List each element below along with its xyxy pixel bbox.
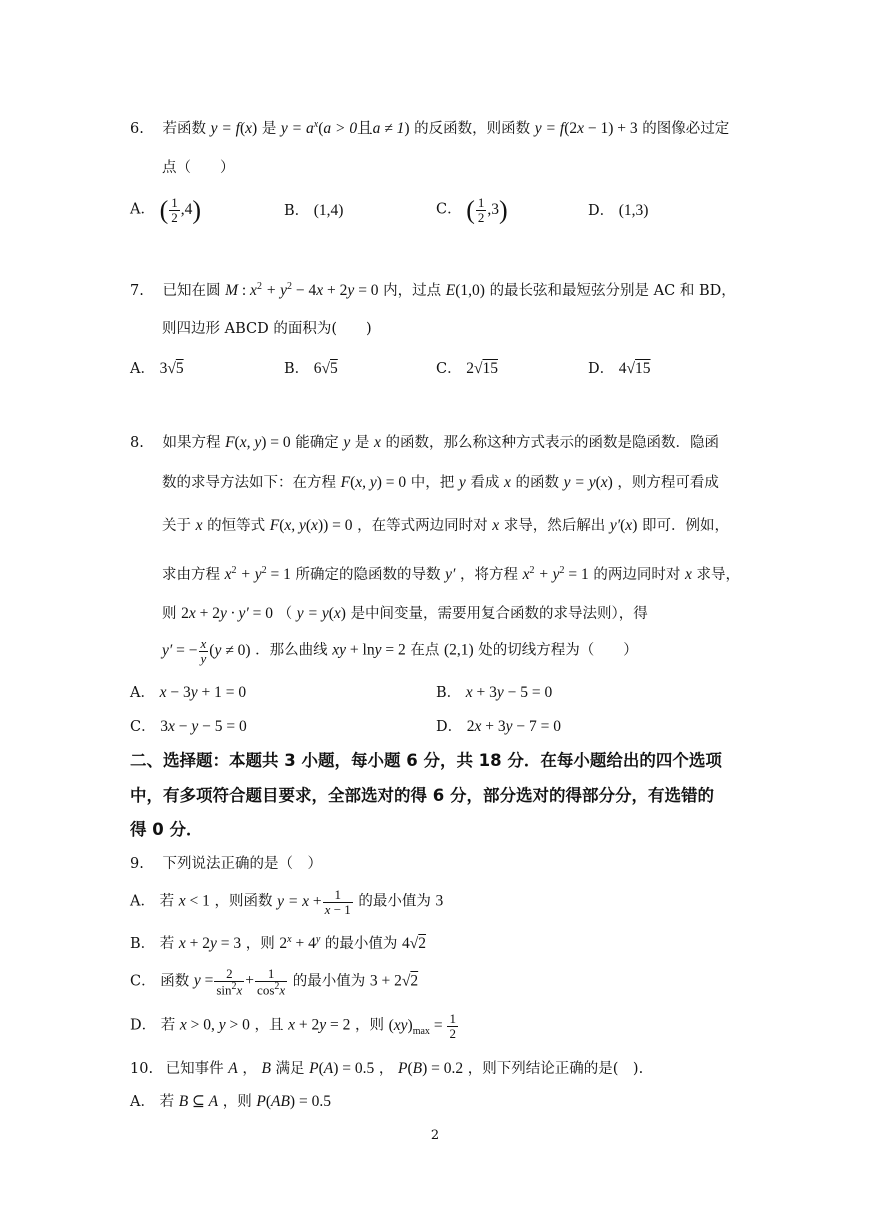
q10-number: 10. — [130, 1061, 154, 1077]
q6-number: 6. — [130, 121, 144, 138]
q6-option-c[interactable]: C． ( $\frac{1}{2}$ ,3) — [436, 195, 508, 225]
q8-line-6: y′ = − $\frac{x}{y}$ (y ≠ 0) ．那么曲线 xy + lny = 2 在点 (2,1) 处的切线方程为（ ） — [162, 636, 638, 666]
q8-option-c[interactable]: C． 3x − y − 5 = 0 — [130, 718, 247, 735]
q8-line-1: 8. 如果方程 F(x, y) = 0 能确定 y 是 x 的函数，那么称这种方式表示的函数是隐函数．隐函 — [130, 434, 719, 451]
q6-option-d[interactable]: D． (1,3) — [588, 202, 649, 219]
q7-line-1: 7. 已知在圆 M : $x^2 + y^2 - 4x + 2y = 0$ 内，过点 E(1,0) 的最长弦和最短弦分别是 AC 和 BD， — [130, 281, 736, 300]
q8-line-2: 数的求导方法如下：在方程 F(x, y) = 0 中，把 y 看成 x 的函数 y = y(x) ，则方程可看成 — [162, 474, 719, 491]
q6-line-1: 6. 若函数 y = f(x) 是 $y = a^x(a > 0$且a ≠ 1) 的反函数，则函数 y = f(2x − 1) + 3 的图像必过定 — [130, 119, 730, 138]
q8-option-a[interactable]: A． x − 3y + 1 = 0 — [130, 684, 247, 701]
q7-option-a[interactable]: A． 3√5 — [130, 360, 184, 377]
q7-line-2: 则四边形 ABCD 的面积为( ) — [162, 321, 372, 337]
q8-option-b[interactable]: B． x + 3y − 5 = 0 — [436, 684, 553, 701]
q10-stem: 10. 已知事件 A ， B 满足 P(A) = 0.5 ， P(B) = 0.2 ，则下列结论正确的是( ). — [130, 1060, 644, 1077]
q9-option-b[interactable]: B． 若 x + 2y = 3 ，则 $2^x + 4^y$ 的最小值为 4√2 — [130, 934, 427, 953]
section-2-heading-line-2: 中，有多项符合题目要求，全部选对的得 6 分，部分选对的得部分分，有选错的 — [130, 786, 714, 805]
q9-stem: 9. 下列说法正确的是（ ） — [130, 856, 322, 872]
q7-option-d[interactable]: D． 4√15 — [588, 360, 651, 377]
q8-option-d[interactable]: D． 2x + 3y − 7 = 0 — [436, 718, 562, 735]
q8-number: 8. — [130, 435, 144, 451]
q9-number: 9. — [130, 856, 144, 872]
q9-option-a[interactable]: A． 若 x < 1 ，则函数 y = x + $\frac{1}{x - 1}$ 的最小值为 3 — [130, 887, 444, 917]
q6-option-b[interactable]: B． (1,4) — [284, 202, 344, 219]
q7-option-b[interactable]: B． 6√5 — [284, 360, 338, 377]
q6-option-a[interactable]: A． ( $\frac{1}{2}$ ,4) — [130, 195, 202, 225]
q9-option-c[interactable]: C． 函数 y = $\frac{2}{\sin^2x}$ + $\frac{1}{\cos^2x}$ 的最小值为 3 + 2√2 — [130, 966, 419, 997]
q8-line-5: 则 2x + 2y · y′ = 0 （ y = y(x) 是中间变量，需要用复合函数的求导法则），得 — [162, 605, 648, 622]
q7-number: 7. — [130, 283, 144, 300]
section-2-heading-line-3: 得 0 分． — [130, 820, 203, 839]
section-2-heading-line-1: 二、选择题：本题共 3 小题，每小题 6 分，共 18 分．在每小题给出的四个选项 — [130, 751, 722, 770]
page-number: 2 — [430, 1128, 440, 1143]
q10-option-a[interactable]: A． 若 B ⊆ A ，则 P(AB) = 0.5 — [130, 1093, 331, 1110]
q7-option-c[interactable]: C． 2√15 — [436, 360, 498, 377]
q8-line-4: 求由方程 $x^2 + y^2 = 1$ 所确定的隐函数的导数 y′ ，将方程 $x^2 + y^2 = 1$ 的两边同时对 x 求导， — [162, 565, 741, 584]
q8-line-3: 关于 x 的恒等式 F(x, y(x)) = 0 ，在等式两边同时对 x 求导，然后解出 y′(x) 即可．例如， — [162, 517, 729, 534]
q6-line-2: 点（ ） — [162, 160, 235, 176]
q9-option-d[interactable]: D． 若 x > 0, y > 0 ，且 x + 2y = 2 ，则 $(xy)_{max}$ = $\frac{1}{2}$ — [130, 1011, 456, 1041]
